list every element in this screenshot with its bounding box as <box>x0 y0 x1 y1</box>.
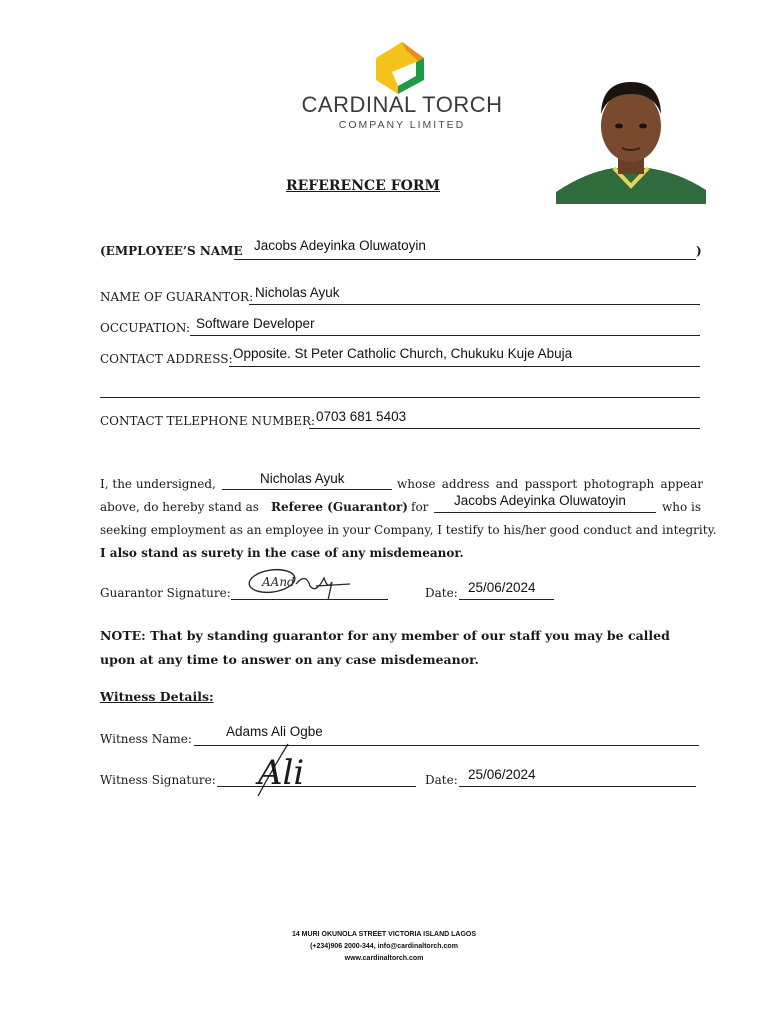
occupation-line <box>190 335 700 336</box>
company-logo-icon <box>376 42 424 94</box>
declaration-employee-name[interactable]: Jacobs Adeyinka Oluwatoyin <box>454 493 626 508</box>
note-text: NOTE: That by standing guarantor for any member of our staff you may be called upon at any time to answer on any case misdemeanor. <box>100 628 670 667</box>
witness-signature-line <box>217 786 416 787</box>
guarantor-signature <box>246 564 356 604</box>
declaration-line-3: seeking employment as an employee in your Company, I testify to his/her good conduct and integrity. <box>100 523 717 537</box>
witness-date-line <box>459 786 696 787</box>
contact-address-line-2 <box>100 397 700 398</box>
svg-text:Ali: Ali <box>258 753 305 793</box>
declaration-line-4: I also stand as surety in the case of any misdemeanor. <box>100 546 464 560</box>
declaration-for: for <box>411 500 429 514</box>
footer-website: www.cardinaltorch.com <box>344 955 424 962</box>
company-subtitle: COMPANY LIMITED <box>338 119 466 131</box>
employee-name-line <box>234 259 696 260</box>
declaration-line-1b: whose address and passport photograph appear <box>397 477 703 491</box>
guarantor-signature-label: Guarantor Signature: <box>100 586 231 600</box>
company-name: CARDINAL TORCH <box>301 92 503 117</box>
witness-date-label: Date: <box>425 773 458 787</box>
contact-address-value[interactable]: Opposite. St Peter Catholic Church, Chukuku Kuje Abuja <box>233 346 573 361</box>
guarantor-name-line <box>249 304 700 305</box>
witness-signature-label: Witness Signature: <box>100 773 216 787</box>
declaration-referee: Referee (Guarantor) <box>271 500 408 514</box>
occupation-label: OCCUPATION: <box>100 321 190 335</box>
footer-address: 14 MURI OKUNOLA STREET VICTORIA ISLAND LAGOS <box>291 931 477 938</box>
passport-photo <box>556 64 706 204</box>
form-title: REFERENCE FORM <box>286 178 440 194</box>
declaration-who-is: who is <box>662 500 702 514</box>
declaration-guarantor-name[interactable]: Nicholas Ayuk <box>260 471 345 486</box>
guarantor-date-line <box>459 599 554 600</box>
witness-name-label: Witness Name: <box>100 732 192 746</box>
guarantor-date-value[interactable]: 25/06/2024 <box>468 580 536 595</box>
declaration-employee-line <box>434 512 656 513</box>
footer-contact: (+234)906 2000-344, info@cardinaltorch.com <box>310 943 458 950</box>
contact-phone-label: CONTACT TELEPHONE NUMBER: <box>100 414 316 428</box>
declaration-line-2a: above, do hereby stand as <box>100 500 259 514</box>
employee-name-close: ) <box>696 244 702 258</box>
declaration-line-1a: I, the undersigned, <box>100 477 216 491</box>
employee-name-label: (EMPLOYEE’S NAME <box>100 244 243 258</box>
guarantor-date-label: Date: <box>425 586 458 600</box>
contact-address-label: CONTACT ADDRESS: <box>100 352 233 366</box>
employee-name-value[interactable]: Jacobs Adeyinka Oluwatoyin <box>254 238 426 253</box>
contact-phone-value[interactable]: 0703 681 5403 <box>316 409 407 424</box>
declaration-guarantor-line <box>222 489 392 490</box>
witness-heading: Witness Details: <box>100 689 214 704</box>
witness-name-value[interactable]: Adams Ali Ogbe <box>226 724 323 739</box>
guarantor-name-label: NAME OF GUARANTOR: <box>100 290 254 304</box>
svg-text:AAnd: AAnd <box>262 575 295 589</box>
occupation-value[interactable]: Software Developer <box>196 316 315 331</box>
guarantor-name-value[interactable]: Nicholas Ayuk <box>255 285 340 300</box>
contact-phone-line <box>309 428 700 429</box>
contact-address-line <box>229 366 700 367</box>
witness-date-value[interactable]: 25/06/2024 <box>468 767 536 782</box>
witness-signature <box>254 740 316 798</box>
